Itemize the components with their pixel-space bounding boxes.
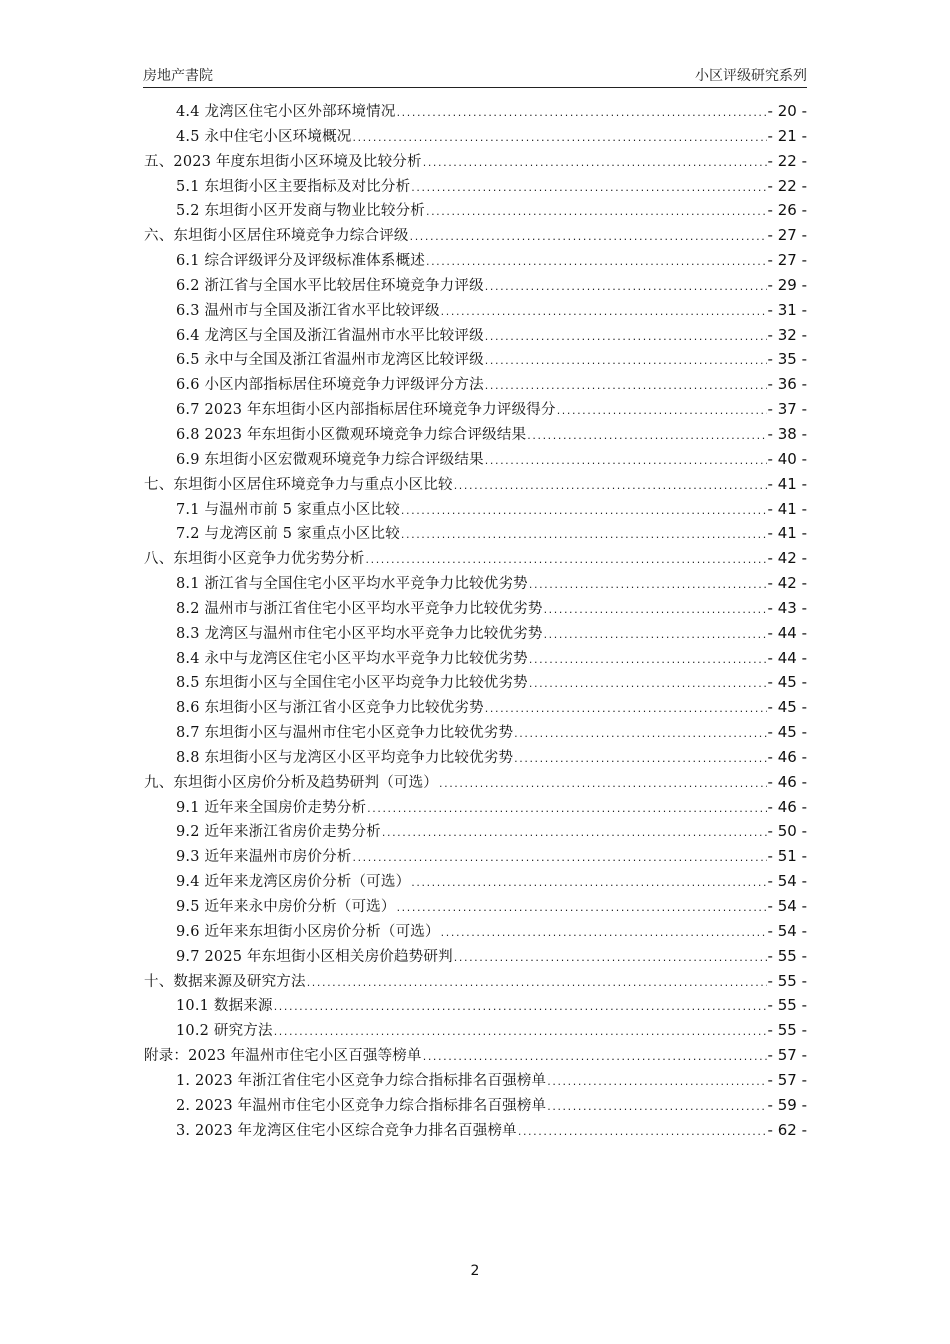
toc-section-entry[interactable] <box>144 298 807 323</box>
dot-leader <box>274 995 767 1018</box>
toc-section-entry[interactable] <box>144 1118 807 1143</box>
toc-entry-title: 6.3 温州市与全国及浙江省水平比较评级 <box>176 302 440 319</box>
dot-leader <box>485 325 767 348</box>
toc-section-entry[interactable] <box>144 646 807 671</box>
dot-leader <box>485 349 767 372</box>
toc-entry-title: 附录：2023 年温州市住宅小区百强等榜单 <box>144 1048 422 1065</box>
toc-entry-page-number: - 32 - <box>767 325 807 344</box>
dot-leader <box>527 424 766 447</box>
toc-entry-page-number: - 55 - <box>767 971 807 990</box>
toc-entry-page-number: - 55 - <box>767 996 807 1015</box>
toc-section-entry[interactable] <box>144 497 807 522</box>
dot-leader <box>547 1095 766 1118</box>
toc-chapter-entry[interactable] <box>144 969 807 994</box>
toc-entry-page-number: - 51 - <box>767 847 807 866</box>
toc-entry-title: 4.5 永中住宅小区环境概况 <box>176 128 352 145</box>
dot-leader <box>366 548 767 571</box>
dot-leader <box>411 871 766 894</box>
toc-section-entry[interactable] <box>144 99 807 124</box>
dot-leader <box>529 648 767 671</box>
toc-entry-title: 6.4 龙湾区与全国及浙江省温州市水平比较评级 <box>176 327 484 344</box>
toc-section-entry[interactable] <box>144 1018 807 1043</box>
toc-section-entry[interactable] <box>144 174 807 199</box>
toc-entry-title: 十、数据来源及研究方法 <box>144 973 306 990</box>
toc-entry-page-number: - 41 - <box>767 524 807 543</box>
toc-entry-page-number: - 38 - <box>767 424 807 443</box>
toc-entry-page-number: - 41 - <box>767 474 807 493</box>
dot-leader <box>485 449 767 472</box>
toc-entry-page-number: - 21 - <box>767 126 807 145</box>
toc-entry-page-number: - 22 - <box>767 176 807 195</box>
toc-entry-page-number: - 44 - <box>767 648 807 667</box>
toc-section-entry[interactable] <box>144 1068 807 1093</box>
toc-entry-page-number: - 36 - <box>767 375 807 394</box>
dot-leader <box>485 275 767 298</box>
toc-entry-title: 3. 2023 年龙湾区住宅小区综合竞争力排名百强榜单 <box>176 1122 517 1139</box>
dot-leader <box>410 225 767 248</box>
toc-entry-title: 10.1 数据来源 <box>176 998 273 1015</box>
toc-chapter-entry[interactable] <box>144 149 807 174</box>
dot-leader <box>426 200 767 223</box>
toc-entry-title: 5.1 东坦街小区主要指标及对比分析 <box>176 178 411 195</box>
toc-entry-title: 6.2 浙江省与全国水平比较居住环境竞争力评级 <box>176 277 484 294</box>
toc-entry-page-number: - 45 - <box>767 698 807 717</box>
toc-entry-page-number: - 20 - <box>767 102 807 120</box>
toc-entry-page-number: - 54 - <box>767 872 807 891</box>
toc-entry-title: 7.2 与龙湾区前 5 家重点小区比较 <box>176 526 400 543</box>
toc-section-entry[interactable] <box>144 869 807 894</box>
toc-section-entry[interactable] <box>144 347 807 372</box>
toc-entry-page-number: - 55 - <box>767 946 807 965</box>
dot-leader <box>439 772 767 795</box>
dot-leader <box>367 797 766 820</box>
toc-entry-title: 九、东坦街小区房价分析及趋势研判（可选） <box>144 774 438 791</box>
dot-leader <box>557 399 767 422</box>
dot-leader <box>485 374 767 397</box>
toc-section-entry[interactable] <box>144 745 807 770</box>
toc-entry-title: 9.1 近年来全国房价走势分析 <box>176 799 367 816</box>
toc-entry-page-number: - 27 - <box>767 226 807 245</box>
toc-entry-title: 8.4 永中与龙湾区住宅小区平均水平竞争力比较优劣势 <box>176 650 528 667</box>
toc-entry-title: 4.4 龙湾区住宅小区外部环境情况 <box>176 104 396 120</box>
toc-entry-page-number: - 35 - <box>767 350 807 369</box>
toc-section-entry[interactable] <box>144 720 807 745</box>
toc-entry-page-number: - 57 - <box>767 1046 807 1065</box>
toc-entry-title: 6.5 永中与全国及浙江省温州市龙湾区比较评级 <box>176 352 484 369</box>
toc-entry-page-number: - 59 - <box>767 1095 807 1114</box>
toc-entry-page-number: - 37 - <box>767 400 807 419</box>
dot-leader <box>352 126 766 149</box>
toc-entry-title: 9.7 2025 年东坦街小区相关房价趋势研判 <box>176 948 453 965</box>
dot-leader <box>454 474 767 497</box>
toc-entry-page-number: - 50 - <box>767 822 807 841</box>
toc-section-entry[interactable] <box>144 422 807 447</box>
toc-section-entry[interactable] <box>144 1093 807 1118</box>
toc-section-entry[interactable] <box>144 844 807 869</box>
toc-section-entry[interactable] <box>144 695 807 720</box>
toc-entry-page-number: - 57 - <box>767 1070 807 1089</box>
toc-chapter-entry[interactable] <box>144 770 807 795</box>
dot-leader <box>529 573 767 596</box>
toc-section-entry[interactable] <box>144 447 807 472</box>
toc-chapter-entry[interactable] <box>144 223 807 248</box>
dot-leader <box>401 523 767 546</box>
toc-section-entry[interactable] <box>144 571 807 596</box>
toc-entry-title: 6.6 小区内部指标居住环境竞争力评级评分方法 <box>176 377 484 394</box>
toc-section-entry[interactable] <box>144 944 807 969</box>
toc-chapter-entry[interactable] <box>144 1043 807 1068</box>
dot-leader <box>274 1020 767 1043</box>
toc-entry-title: 9.6 近年来东坦街小区房价分析（可选） <box>176 923 440 940</box>
toc-section-entry[interactable] <box>144 795 807 820</box>
dot-leader <box>514 747 766 770</box>
dot-leader <box>397 101 767 124</box>
toc-section-entry[interactable] <box>144 248 807 273</box>
toc-entry-title: 六、东坦街小区居住环境竞争力综合评级 <box>144 228 409 245</box>
toc-entry-title: 9.2 近年来浙江省房价走势分析 <box>176 824 381 841</box>
toc-entry-page-number: - 46 - <box>767 797 807 816</box>
toc-entry-page-number: - 62 - <box>767 1120 807 1139</box>
toc-entry-title: 9.5 近年来永中房价分析（可选） <box>176 899 396 915</box>
toc-section-entry[interactable] <box>144 124 807 149</box>
toc-entry-title: 6.7 2023 年东坦街小区内部指标居住环境竞争力评级得分 <box>176 402 556 419</box>
toc-entry-title: 8.2 温州市与浙江省住宅小区平均水平竞争力比较优劣势 <box>176 600 543 617</box>
toc-entry-page-number: - 45 - <box>767 673 807 692</box>
page-header <box>143 66 807 88</box>
dot-leader <box>423 1045 767 1068</box>
dot-leader <box>352 846 766 869</box>
dot-leader <box>454 946 767 969</box>
toc-entry-page-number: - 46 - <box>767 747 807 766</box>
toc-section-entry[interactable] <box>144 323 807 348</box>
toc-section-entry[interactable] <box>144 596 807 621</box>
toc-entry-page-number: - 44 - <box>767 623 807 642</box>
dot-leader <box>544 623 767 646</box>
toc-entry-title: 8.5 东坦街小区与全国住宅小区平均竞争力比较优劣势 <box>176 675 528 692</box>
toc-section-entry[interactable] <box>144 919 807 944</box>
toc-entry-title: 9.3 近年来温州市房价分析 <box>176 849 352 866</box>
toc-section-entry[interactable] <box>144 198 807 223</box>
toc-entry-title: 五、2023 年度东坦街小区环境及比较分析 <box>144 153 422 170</box>
dot-leader <box>441 300 767 323</box>
dot-leader <box>401 499 767 522</box>
toc-entry-page-number: - 45 - <box>767 723 807 742</box>
toc-entry-page-number: - 43 - <box>767 598 807 617</box>
toc-entry-title: 6.9 东坦街小区宏微观环境竞争力综合评级结果 <box>176 451 484 468</box>
dot-leader <box>426 250 767 273</box>
table-of-contents <box>144 99 807 1142</box>
dot-leader <box>485 697 767 720</box>
dot-leader <box>397 896 767 919</box>
toc-entry-page-number: - 54 - <box>767 921 807 940</box>
page-number: 2 <box>470 1263 480 1279</box>
toc-entry-page-number: - 41 - <box>767 499 807 518</box>
dot-leader <box>547 1070 766 1093</box>
toc-entry-title: 10.2 研究方法 <box>176 1023 273 1040</box>
toc-entry-title: 6.1 综合评级评分及评级标准体系概述 <box>176 253 425 270</box>
toc-entry-page-number: - 55 - <box>767 1021 807 1040</box>
toc-entry-title: 8.6 东坦街小区与浙江省小区竞争力比较优劣势 <box>176 700 484 717</box>
toc-section-entry[interactable] <box>144 894 807 919</box>
toc-entry-title: 8.8 东坦街小区与龙湾区小区平均竞争力比较优劣势 <box>176 749 514 766</box>
toc-entry-title: 8.3 龙湾区与温州市住宅小区平均水平竞争力比较优劣势 <box>176 625 543 642</box>
header-publisher: 房地产書院 <box>143 68 213 84</box>
toc-section-entry[interactable] <box>144 993 807 1018</box>
toc-section-entry[interactable] <box>144 670 807 695</box>
toc-section-entry[interactable] <box>144 372 807 397</box>
toc-chapter-entry[interactable] <box>144 546 807 571</box>
dot-leader <box>307 971 767 994</box>
toc-entry-page-number: - 27 - <box>767 251 807 270</box>
toc-entry-page-number: - 26 - <box>767 201 807 220</box>
toc-entry-page-number: - 31 - <box>767 300 807 319</box>
toc-section-entry[interactable] <box>144 273 807 298</box>
toc-section-entry[interactable] <box>144 397 807 422</box>
toc-entry-title: 9.4 近年来龙湾区房价分析（可选） <box>176 874 411 891</box>
toc-entry-page-number: - 46 - <box>767 772 807 791</box>
dot-leader <box>382 821 767 844</box>
toc-entry-page-number: - 42 - <box>767 549 807 568</box>
dot-leader <box>441 921 767 944</box>
toc-entry-page-number: - 22 - <box>767 151 807 170</box>
dot-leader <box>514 722 766 745</box>
toc-entry-page-number: - 42 - <box>767 574 807 593</box>
dot-leader <box>518 1120 767 1143</box>
toc-section-entry[interactable] <box>144 521 807 546</box>
toc-section-entry[interactable] <box>144 621 807 646</box>
dot-leader <box>529 672 767 695</box>
toc-section-entry[interactable] <box>144 819 807 844</box>
header-series-title: 小区评级研究系列 <box>695 68 807 84</box>
toc-entry-title: 八、东坦街小区竞争力优劣势分析 <box>144 551 365 568</box>
toc-entry-title: 8.7 东坦街小区与温州市住宅小区竞争力比较优劣势 <box>176 725 514 742</box>
toc-entry-title: 8.1 浙江省与全国住宅小区平均水平竞争力比较优劣势 <box>176 576 528 593</box>
toc-chapter-entry[interactable] <box>144 472 807 497</box>
toc-entry-title: 1. 2023 年浙江省住宅小区竞争力综合指标排名百强榜单 <box>176 1072 547 1089</box>
toc-entry-title: 七、东坦街小区居住环境竞争力与重点小区比较 <box>144 476 453 493</box>
toc-entry-title: 7.1 与温州市前 5 家重点小区比较 <box>176 501 400 518</box>
toc-entry-title: 6.8 2023 年东坦街小区微观环境竞争力综合评级结果 <box>176 426 527 443</box>
toc-entry-title: 2. 2023 年温州市住宅小区竞争力综合指标排名百强榜单 <box>176 1097 547 1114</box>
toc-entry-page-number: - 54 - <box>767 897 807 915</box>
dot-leader <box>411 176 766 199</box>
dot-leader <box>423 151 767 174</box>
dot-leader <box>544 598 767 621</box>
toc-entry-page-number: - 29 - <box>767 275 807 294</box>
toc-entry-title: 5.2 东坦街小区开发商与物业比较分析 <box>176 203 425 220</box>
toc-entry-page-number: - 40 - <box>767 449 807 468</box>
